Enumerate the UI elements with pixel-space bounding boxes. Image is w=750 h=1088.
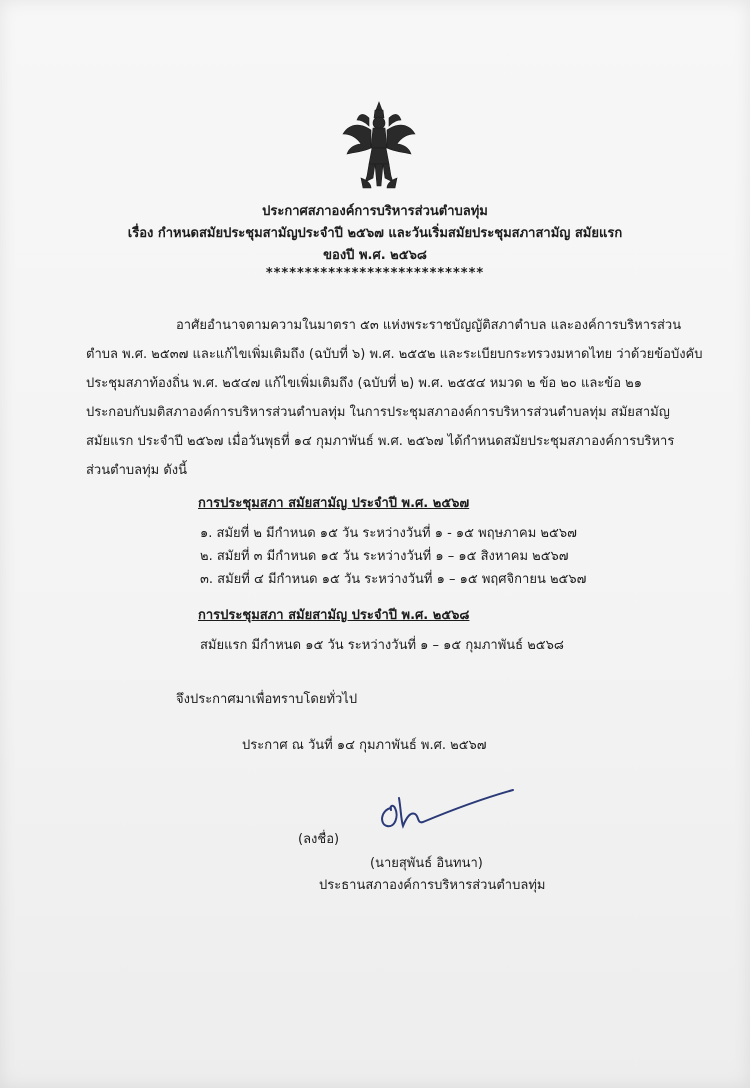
announcement-date: ประกาศ ณ วันที่ ๑๔ กุมภาพันธ์ พ.ศ. ๒๕๖๗: [242, 738, 487, 753]
announcement-subject: เรื่อง กำหนดสมัยประชุมสามัญประจำปี ๒๕๖๗ และวันเริ่มสมัยประชุมสภาสามัญ สมัยแรก: [127, 226, 623, 241]
section1-item-3: ๓. สมัยที่ ๔ มีกำหนด ๑๕ วัน ระหว่างวันที่ ๑ – ๑๕ พฤศจิกายน ๒๕๖๗: [200, 572, 587, 587]
handwritten-signature-icon: [377, 780, 517, 840]
section1-item-2: ๒. สมัยที่ ๓ มีกำหนด ๑๕ วัน ระหว่างวันที่ ๑ – ๑๕ สิงหาคม ๒๕๖๗: [200, 549, 569, 564]
announcement-title: ประกาศสภาองค์การบริหารส่วนตำบลทุ่ม: [262, 204, 488, 219]
sign-label: (ลงชื่อ): [298, 832, 340, 847]
body-line-3: ประชุมสภาท้องถิ่น พ.ศ. ๒๕๔๗ แก้ไขเพิ่มเติมถึง (ฉบับที่ ๒) พ.ศ. ๒๕๕๔ หมวด ๒ ข้อ ๒๐ และข้อ ๒๑: [86, 376, 642, 391]
garuda-emblem-icon: [341, 98, 417, 190]
section1-item-1: ๑. สมัยที่ ๒ มีกำหนด ๑๕ วัน ระหว่างวันที่ ๑ - ๑๕ พฤษภาคม ๒๕๖๗: [200, 526, 577, 541]
signer-position: ประธานสภาองค์การบริหารส่วนตำบลทุ่ม: [319, 878, 546, 893]
body-line-6: ส่วนตำบลทุ่ม ดังนี้: [86, 463, 188, 478]
header-divider: ****************************: [265, 266, 485, 281]
section2-item: สมัยแรก มีกำหนด ๑๕ วัน ระหว่างวันที่ ๑ – ๑๕ กุมภาพันธ์ ๒๕๖๘: [200, 638, 564, 653]
section2-heading: การประชุมสภา สมัยสามัญ ประจำปี พ.ศ. ๒๕๖๘: [198, 608, 470, 623]
body-line-5: สมัยแรก ประจำปี ๒๕๖๗ เมื่อวันพุธที่ ๑๔ กุมภาพันธ์ พ.ศ. ๒๕๖๗ ได้กำหนดสมัยประชุมสภาองค์การบริหาร: [86, 434, 675, 449]
section1-heading: การประชุมสภา สมัยสามัญ ประจำปี พ.ศ. ๒๕๖๗: [198, 496, 470, 511]
signer-name: (นายสุพันธ์ อินทนา): [370, 856, 483, 871]
body-line-1: อาศัยอำนาจตามความในมาตรา ๕๓ แห่งพระราชบัญญัติสภาตำบล และองค์การบริหารส่วน: [176, 318, 682, 333]
body-line-4: ประกอบกับมติสภาองค์การบริหารส่วนตำบลทุ่ม ในการประชุมสภาองค์การบริหารส่วนตำบลทุ่ม สมัยสามัญ: [86, 405, 670, 420]
body-line-2: ตำบล พ.ศ. ๒๕๓๗ และแก้ไขเพิ่มเติมถึง (ฉบับที่ ๖) พ.ศ. ๒๕๕๒ และระเบียบกระทรวงมหาดไทย ว่าด้วยข้อบังคับ: [86, 347, 703, 362]
announcement-year: ของปี พ.ศ. ๒๕๖๘: [323, 248, 427, 263]
closing-statement: จึงประกาศมาเพื่อทราบโดยทั่วไป: [176, 692, 358, 707]
